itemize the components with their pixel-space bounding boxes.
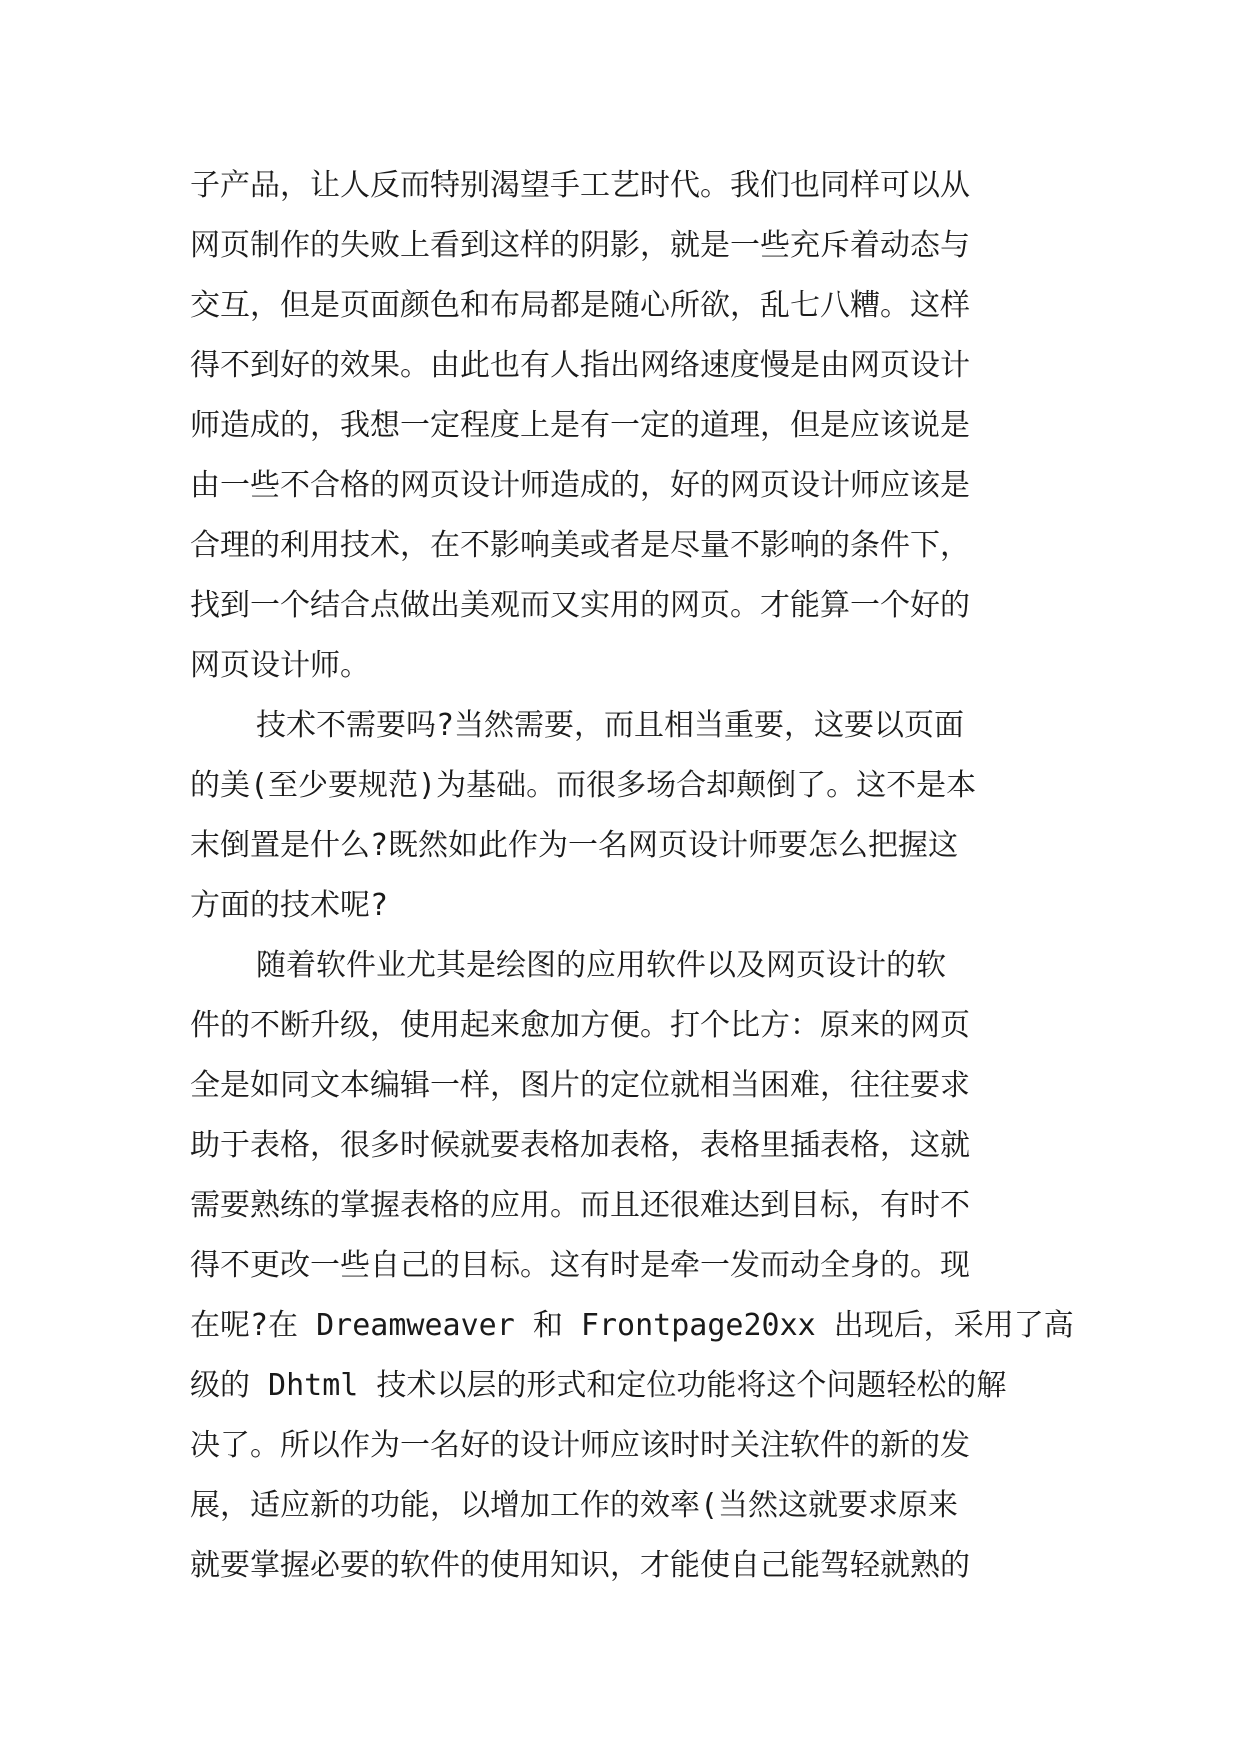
text-line: 方面的技术呢? (190, 888, 389, 923)
paragraph-1 (190, 156, 1050, 696)
text-line: 件的不断升级，使用起来愈加方便。打个比方：原来的网页 (190, 1008, 970, 1043)
text-line: 需要熟练的掌握表格的应用。而且还很难达到目标，有时不 (190, 1188, 970, 1223)
text-line: 找到一个结合点做出美观而又实用的网页。才能算一个好的 (190, 588, 970, 623)
text-line: 子产品，让人反而特别渴望手工艺时代。我们也同样可以从 (190, 168, 970, 203)
document-body (190, 156, 1074, 1596)
text-line: 交互，但是页面颜色和布局都是随心所欲，乱七八糟。这样 (190, 288, 970, 323)
text-line-first: 随着软件业尤其是绘图的应用软件以及网页设计的软 (256, 948, 946, 983)
text-line: 展，适应新的功能，以增加工作的效率(当然这就要求原来 (190, 1488, 959, 1523)
text-line: 全是如同文本编辑一样，图片的定位就相当困难，往往要求 (190, 1068, 970, 1103)
text-line-first: 技术不需要吗?当然需要，而且相当重要，这要以页面 (256, 708, 965, 743)
text-line: 就要掌握必要的软件的使用知识，才能使自己能驾轻就熟的 (190, 1548, 970, 1583)
paragraph-2 (190, 696, 1050, 936)
text-line: 合理的利用技术，在不影响美或者是尽量不影响的条件下， (190, 528, 970, 563)
text-line: 的美(至少要规范)为基础。而很多场合却颠倒了。这不是本 (190, 768, 977, 803)
text-line: 助于表格，很多时候就要表格加表格，表格里插表格，这就 (190, 1128, 970, 1163)
text-line: 级的 Dhtml 技术以层的形式和定位功能将这个问题轻松的解 (190, 1368, 1007, 1403)
text-line: 网页制作的失败上看到这样的阴影，就是一些充斥着动态与 (190, 228, 970, 263)
text-line: 在呢?在 Dreamweaver 和 Frontpage20xx 出现后，采用了高 (190, 1308, 1074, 1343)
text-line: 得不到好的效果。由此也有人指出网络速度慢是由网页设计 (190, 348, 970, 383)
text-line: 得不更改一些自己的目标。这有时是牵一发而动全身的。现 (190, 1248, 970, 1283)
text-line: 网页设计师。 (190, 648, 370, 683)
text-line: 师造成的，我想一定程度上是有一定的道理，但是应该说是 (190, 408, 970, 443)
text-line: 决了。所以作为一名好的设计师应该时时关注软件的新的发 (190, 1428, 970, 1463)
text-line: 末倒置是什么?既然如此作为一名网页设计师要怎么把握这 (190, 828, 959, 863)
paragraph-3 (190, 936, 1074, 1596)
text-line: 由一些不合格的网页设计师造成的，好的网页设计师应该是 (190, 468, 970, 503)
